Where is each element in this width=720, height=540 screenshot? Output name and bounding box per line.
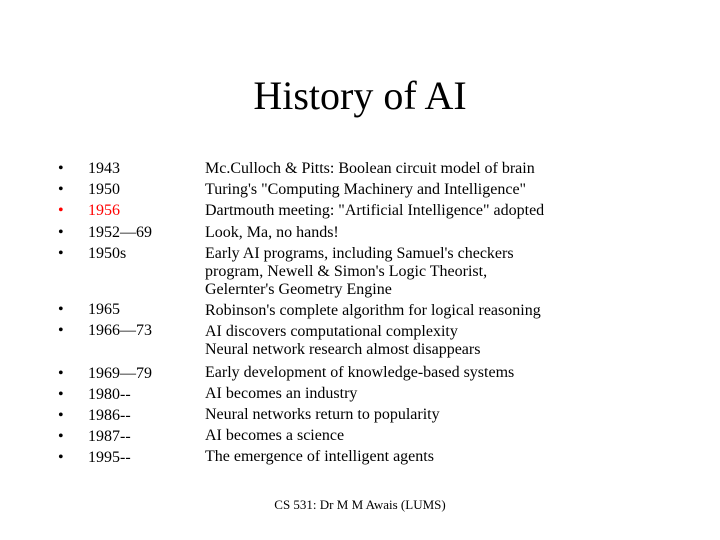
timeline-year: 1987-- xyxy=(88,428,131,445)
timeline-description xyxy=(205,245,625,299)
timeline-description xyxy=(205,224,625,242)
timeline-year: 1966—73 xyxy=(88,322,152,339)
timeline-description xyxy=(205,385,625,403)
bullet-icon: • xyxy=(58,301,64,318)
timeline-year: 1969—79 xyxy=(88,365,152,382)
timeline-description xyxy=(205,448,625,466)
bullet-icon: • xyxy=(58,160,64,177)
bullet-icon: • xyxy=(58,449,64,466)
timeline-year: 1950 xyxy=(88,181,120,198)
timeline-description-line: program, Newell & Simon's Logic Theorist, xyxy=(205,263,488,280)
timeline-description-line: Dartmouth meeting: "Artificial Intelligence" adopted xyxy=(205,202,545,219)
timeline-description xyxy=(205,323,625,359)
timeline-year: 1952—69 xyxy=(88,224,152,241)
timeline-year: 1950s xyxy=(88,245,127,262)
bullet-icon: • xyxy=(58,407,64,424)
timeline-year: 1986-- xyxy=(88,407,131,424)
bullet-icon: • xyxy=(58,386,64,403)
timeline-year: 1956 xyxy=(88,202,120,219)
timeline-description-line: Mc.Culloch & Pitts: Boolean circuit model of brain xyxy=(205,160,535,177)
timeline-year: 1943 xyxy=(88,160,120,177)
bullet-icon: • xyxy=(58,428,64,445)
timeline-description xyxy=(205,202,625,220)
bullet-icon: • xyxy=(58,245,64,262)
timeline-description-line: Gelernter's Geometry Engine xyxy=(205,281,392,298)
timeline-description-line: AI discovers computational complexity xyxy=(205,323,458,340)
timeline-year: 1980-- xyxy=(88,386,131,403)
timeline-description-line: Look, Ma, no hands! xyxy=(205,224,339,241)
bullet-icon: • xyxy=(58,202,64,219)
timeline-description xyxy=(205,181,625,199)
timeline-description xyxy=(205,160,625,178)
timeline-description-line: Neural network research almost disappears xyxy=(205,341,481,358)
slide-footer: CS 531: Dr M M Awais (LUMS) xyxy=(274,497,446,512)
timeline-description-line: The emergence of intelligent agents xyxy=(205,448,434,465)
bullet-icon: • xyxy=(58,322,64,339)
timeline-description xyxy=(205,427,625,445)
timeline-description xyxy=(205,302,625,320)
timeline-description-line: Early AI programs, including Samuel's checkers xyxy=(205,245,514,262)
timeline-description xyxy=(205,364,625,382)
timeline-description-line: Robinson's complete algorithm for logical reasoning xyxy=(205,302,541,319)
bullet-icon: • xyxy=(58,365,64,382)
bullet-icon: • xyxy=(58,224,64,241)
timeline-year: 1995-- xyxy=(88,449,131,466)
bullet-icon: • xyxy=(58,181,64,198)
timeline-description-line: AI becomes a science xyxy=(205,427,345,444)
slide-title: History of AI xyxy=(253,73,467,118)
timeline-description-line: Early development of knowledge-based systems xyxy=(205,364,515,381)
timeline-description-line: Neural networks return to popularity xyxy=(205,406,440,423)
timeline-description-line: AI becomes an industry xyxy=(205,385,358,402)
timeline-description xyxy=(205,406,625,424)
timeline-description-line: Turing's "Computing Machinery and Intelligence" xyxy=(205,181,527,198)
timeline-year: 1965 xyxy=(88,301,120,318)
